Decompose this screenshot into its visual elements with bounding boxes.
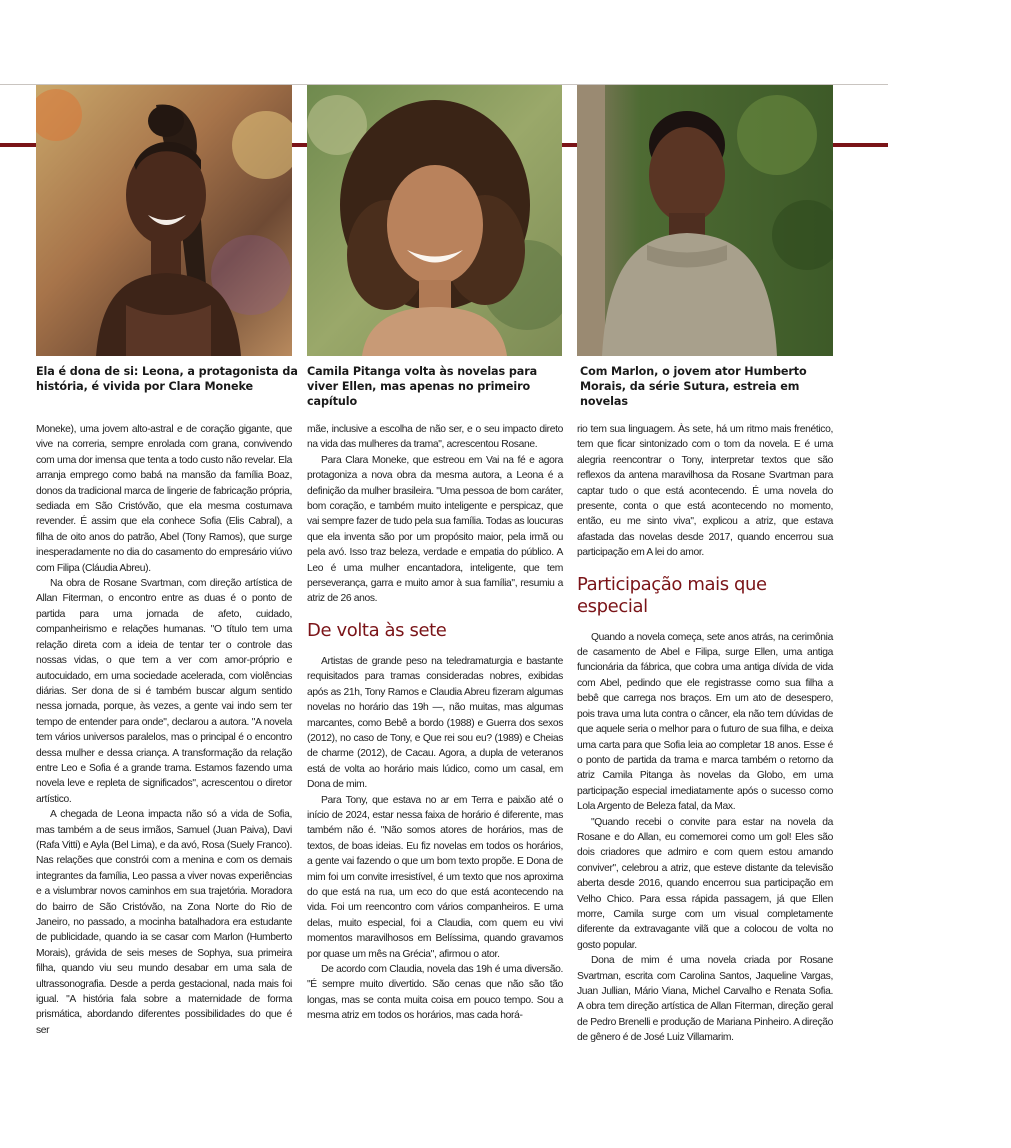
- photo-camila-pitanga: [307, 85, 562, 356]
- caption-photo-3: Com Marlon, o jovem ator Humberto Morais, da série Sutura, estreia em novelas: [580, 365, 807, 408]
- paragraph: Quando a novela começa, sete anos atrás, na cerimônia de casamento de Abel e Filipa, surge Ellen, uma antiga funcionária da fábrica, que cobra uma antiga dívida de vida com Abel, pedindo que ele registrasse como sua filha a bebê que carrega nos braços. Em um ato de desespero, pois trava uma luta contra o câncer, ela não tem dúvidas de que aquele seria o melhor para o futuro de sua filha, e deixa uma carta para que Sofia leia ao completar 18 anos. Esse é o ponto de partida da trama e marca também o retorno da atriz Camila Pitanga às novelas da Globo, em uma participação especial imediatamente após o sucesso como Lola Argento de Beleza fatal, da Max.: [577, 631, 833, 813]
- accent-bar-right: [833, 143, 888, 147]
- paragraph: A chegada de Leona impacta não só a vida de Sofia, mas também a de seus irmãos, Samuel (Juan Paiva), Davi (Rafa Vitti) e Ayla (Bel Lima), e da avó, Rosa (Suely Franco). Nas relações que constrói com a menina e com os demais integrantes da família, Leo passa a viver novas experiências e a vislumbrar novos caminhos em sua trajetória. Moradora do bairro de São Cristóvão, na Zona Norte do Rio de Janeiro, no passado, a mocinha batalhadora era estudante de publicidade, quando ia se casar com Marlon (Humberto Morais), grávida de seis meses de Sophya, sua primeira filha, quando viu seu mundo desabar em uma sala de ultrassonografia. Desde a perda gestacional, nada mais foi igual. "A história fala sobre a maternidade de forma prismática, abordando diferentes possibilidades do que é ser: [36, 809, 292, 1036]
- photo-humberto-morais: [577, 85, 833, 356]
- paragraph: mãe, inclusive a escolha de não ser, e o seu impacto direto na vida das mulheres da trama", acrescentou Rosane.: [307, 424, 563, 451]
- photo-clara-moneke: [36, 85, 292, 356]
- paragraph: Artistas de grande peso na teledramaturgia e bastante requisitados para tramas consideradas nobres, exibidas após as 21h, Tony Ramos e Claudia Abreu fizeram algumas novelas no horário das 19h —, não muitas, mas algumas marcantes, como Bebê a bordo (1988) e Guerra dos sexos (2012), no caso de Tony, e Que rei sou eu? (1989) e Cheias de charme (2012), de Cacau. Agora, a dupla de veteranos está de volta ao horário mais lúdico, como um casal, em Dona de mim.: [307, 655, 563, 791]
- paragraph: rio tem sua linguagem. Às sete, há um ritmo mais frenético, tem que ficar sintonizado com o tom da novela. E é uma alegria reencontrar o Tony, interpretar textos que são reflexos da antena maravilhosa da Rosane Svartman para captar tudo o que está acontecendo. É uma novela do presente, conta o que está acontecendo no momento, então, eu me sinto viva", explicou a atriz, que estava afastada das novelas desde 2017, quando encerrou sua participação em A lei do amor.: [577, 424, 833, 559]
- section-heading-participacao: Participação mais que especial: [577, 573, 767, 617]
- accent-bar-mid-2: [562, 143, 577, 147]
- caption-photo-2: Camila Pitanga volta às novelas para viver Ellen, mas apenas no primeiro capítulo: [307, 365, 538, 408]
- paragraph: Moneke), uma jovem alto-astral e de coração gigante, que vive na correria, sempre enrolada com grana, convivendo com uma dor imensa que tenta a todo custo não revelar. Ela arranja emprego como babá na mansão da família Boaz, donos da tradicional marca de lingerie de fabricação própria, sediada em São Cristóvão, que ela mesma costumava revender. É assim que ela conhece Sofia (Elis Cabral), a filha de oito anos do patrão, Abel (Tony Ramos), que surge inesperadamente no dia do casamento do empresário viúvo com Filipa (Cláudia Abreu).: [36, 424, 292, 574]
- article-column-3: [577, 422, 833, 1046]
- article-column-2: [307, 422, 563, 1024]
- caption-photo-1: Ela é dona de si: Leona, a protagonista da história, é vivida por Clara Moneke: [36, 365, 298, 393]
- paragraph: Na obra de Rosane Svartman, com direção artística de Allan Fiterman, o encontro entre as duas é o ponto de partida para uma jornada de afeto, cuidado, companheirismo e relações humanas. "O título tem uma relação direta com a ideia de tentar ter o controle das nossas vidas, o que tem a ver com amor-próprio e autocuidado, em uma sociedade acelerada, com violências diárias. Ser dona de si é também buscar algum sentido nessa jornada, porque, às vezes, a gente vai indo sem ter tempo de entender para onde", declarou a autora. "A novela tem vários universos paralelos, mas o principal é o encontro dessa mulher e dessa criança. A transformação da relação entre Leo e Sofia é a grande trama. Estamos fazendo uma novela leve e repleta de significados", acrescentou o diretor artístico.: [36, 578, 292, 805]
- accent-bar-left: [0, 143, 36, 147]
- paragraph: "Quando recebi o convite para estar na novela da Rosane e do Allan, eu comemorei como um gol! Eles são dois criadores que admiro e com quem estou amando conviver", celebrou a atriz, que esteve distante da televisão aberta desde 2016, quando encerrou sua participação em Velho Chico. Para essa rápida passagem, já que Ellen morre, Camila surge com um visual completamente diferente da extravagante vilã que a colocou de volta no gosto popular.: [577, 816, 833, 951]
- paragraph: Para Tony, que estava no ar em Terra e paixão até o início de 2024, estar nessa faixa de horário é diferente, mas também não é. "Não somos atores de horários, mas de textos, de boas ideias. Eu fiz novelas em todos os horários, a gente vai fazendo o que um bom texto propõe. E Dona de mim foi um convite irresistível, é um texto que nos aproxima do que está na rua, um eco do que está acontecendo na vida. Foi um reencontro com vários companheiros. E uma delas, muito especial, foi a Claudia, com quem eu vivi momentos maravilhosos em Belíssima, quando gravamos por quase um mês na Grécia", afirmou o ator.: [307, 794, 563, 960]
- article-column-1: [36, 422, 292, 1038]
- section-heading-de-volta: De volta às sete: [307, 619, 447, 641]
- paragraph: De acordo com Claudia, novela das 19h é uma diversão. "É sempre muito divertido. São cenas que não são tão longas, mas se conta muita coisa em pouco tempo. Sou a mesma atriz em todos os horários, mas cada horá-: [307, 964, 563, 1022]
- accent-bar-mid-1: [292, 143, 307, 147]
- paragraph: Para Clara Moneke, que estreou em Vai na fé e agora protagoniza a nova obra da mesma autora, a Leona é a definição da mulher brasileira. "Uma pessoa de bom caráter, bom coração, e também muito inteligente e perspicaz, que vai sempre fazer de tudo pela sua família. Todas as loucuras que ela inventa são por um propósito maior, pela irmã ou pela avó. Isso traz beleza, verdade e empatia do público. A Leo é uma mulher encantadora, inteligente, que tem perseverança, garra e muito amor à sua família", resumiu a atriz de 26 anos.: [307, 454, 563, 605]
- paragraph: Dona de mim é uma novela criada por Rosane Svartman, escrita com Carolina Santos, Jaqueline Vargas, Juan Jullian, Mário Viana, Michel Carvalho e Renata Sofia. A obra tem direção artística de Allan Fiterman, direção geral de Pedro Brenelli e produção de Mariana Pinheiro. A direção de gênero é de José Luiz Villamarim.: [577, 955, 833, 1044]
